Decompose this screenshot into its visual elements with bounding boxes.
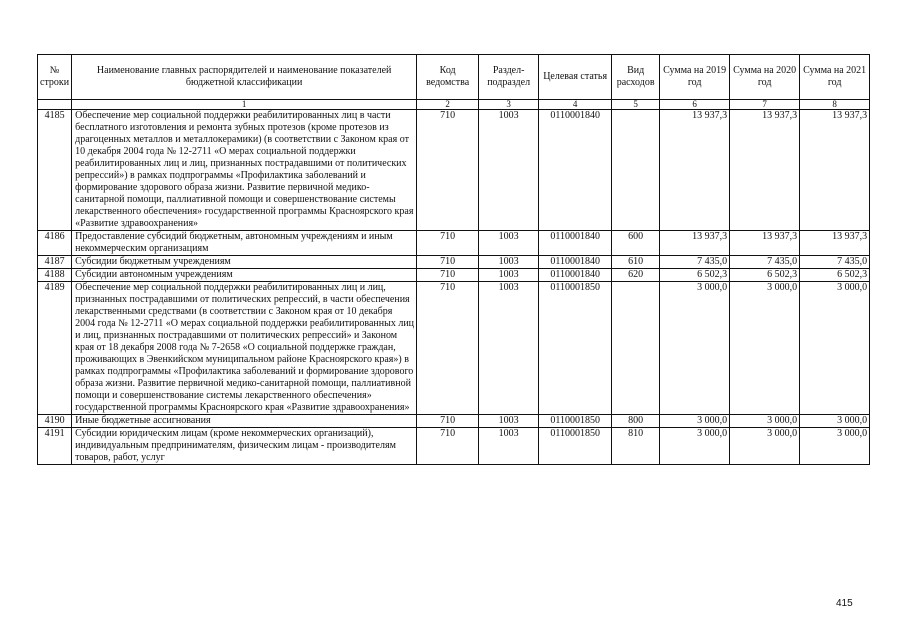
col-number: 1 <box>72 100 417 110</box>
header-section: Раздел-подраздел <box>479 55 539 100</box>
row-sum-2019: 13 937,3 <box>660 110 730 231</box>
header-name: Наименование главных распорядителей и наименование показателей бюджетной классификации <box>72 55 417 100</box>
row-dept: 710 <box>417 415 479 428</box>
header-row <box>38 55 870 100</box>
header-sum-2019: Сумма на 2019 год <box>660 55 730 100</box>
row-target: 0110001850 <box>539 428 612 465</box>
header-exp-type: Вид расходов <box>612 55 660 100</box>
row-id: 4186 <box>38 231 72 256</box>
row-exp-type: 810 <box>612 428 660 465</box>
row-dept: 710 <box>417 110 479 231</box>
row-sum-2020: 7 435,0 <box>730 256 800 269</box>
header-dept-code: Код ведомства <box>417 55 479 100</box>
row-dept: 710 <box>417 231 479 256</box>
table-row <box>38 282 870 415</box>
col-number: 5 <box>612 100 660 110</box>
row-target: 0110001840 <box>539 256 612 269</box>
row-sum-2021: 13 937,3 <box>800 231 870 256</box>
row-dept: 710 <box>417 428 479 465</box>
row-name: Субсидии автономным учреждениям <box>72 269 417 282</box>
row-sum-2021: 13 937,3 <box>800 110 870 231</box>
table-row <box>38 415 870 428</box>
row-dept: 710 <box>417 269 479 282</box>
row-sum-2021: 3 000,0 <box>800 415 870 428</box>
col-number: 3 <box>479 100 539 110</box>
row-id: 4187 <box>38 256 72 269</box>
col-number: 6 <box>660 100 730 110</box>
row-sum-2019: 7 435,0 <box>660 256 730 269</box>
row-section: 1003 <box>479 415 539 428</box>
row-id: 4185 <box>38 110 72 231</box>
row-sum-2019: 13 937,3 <box>660 231 730 256</box>
row-sum-2020: 3 000,0 <box>730 415 800 428</box>
table-row <box>38 428 870 465</box>
row-section: 1003 <box>479 231 539 256</box>
col-number <box>38 100 72 110</box>
header-sum-2020: Сумма на 2020 год <box>730 55 800 100</box>
row-sum-2019: 6 502,3 <box>660 269 730 282</box>
budget-table <box>37 54 870 465</box>
col-number: 7 <box>730 100 800 110</box>
column-number-row <box>38 100 870 110</box>
row-sum-2020: 13 937,3 <box>730 110 800 231</box>
row-sum-2020: 13 937,3 <box>730 231 800 256</box>
row-id: 4190 <box>38 415 72 428</box>
row-target: 0110001850 <box>539 282 612 415</box>
row-dept: 710 <box>417 256 479 269</box>
row-sum-2020: 3 000,0 <box>730 428 800 465</box>
row-exp-type: 800 <box>612 415 660 428</box>
table-row <box>38 256 870 269</box>
row-sum-2019: 3 000,0 <box>660 282 730 415</box>
row-sum-2020: 6 502,3 <box>730 269 800 282</box>
row-sum-2021: 3 000,0 <box>800 428 870 465</box>
row-name: Обеспечение мер социальной поддержки реабилитированных лиц и лиц, признанных пострадавшими от политических репрессий, в части обеспечения лекарственными средствами (в соответствии с Законом края от 10 декабря 2004 года № 12-2711 «О мерах социальной поддержки реабилитированных лиц и лиц, признанных пострадавшими от политических репрессий» и Законом края от 18 декабря 2008 года № 7-2658 «О социальной поддержке граждан, проживающих в Эвенкийском муниципальном районе Красноярского края») в рамках подпрограммы «Профилактика заболеваний и формирование здорового образа жизни. Развитие первичной медико-санитарной помощи, паллиативной помощи и совершенствование системы лекарственного обеспечения» государственной программы Красноярского края «Развитие здравоохранения» <box>72 282 417 415</box>
row-sum-2021: 6 502,3 <box>800 269 870 282</box>
col-number: 8 <box>800 100 870 110</box>
row-sum-2021: 3 000,0 <box>800 282 870 415</box>
row-target: 0110001850 <box>539 415 612 428</box>
row-section: 1003 <box>479 110 539 231</box>
row-sum-2019: 3 000,0 <box>660 415 730 428</box>
table-row <box>38 269 870 282</box>
row-exp-type: 610 <box>612 256 660 269</box>
header-target: Целевая статья <box>539 55 612 100</box>
row-target: 0110001840 <box>539 231 612 256</box>
row-sum-2020: 3 000,0 <box>730 282 800 415</box>
row-exp-type <box>612 110 660 231</box>
row-name: Субсидии бюджетным учреждениям <box>72 256 417 269</box>
row-exp-type: 600 <box>612 231 660 256</box>
row-target: 0110001840 <box>539 269 612 282</box>
row-id: 4189 <box>38 282 72 415</box>
header-sum-2021: Сумма на 2021 год <box>800 55 870 100</box>
row-section: 1003 <box>479 428 539 465</box>
row-sum-2019: 3 000,0 <box>660 428 730 465</box>
row-section: 1003 <box>479 269 539 282</box>
row-id: 4191 <box>38 428 72 465</box>
row-target: 0110001840 <box>539 110 612 231</box>
row-name: Предоставление субсидий бюджетным, автономным учреждениям и иным некоммерческим организациям <box>72 231 417 256</box>
table-row <box>38 110 870 231</box>
row-id: 4188 <box>38 269 72 282</box>
row-exp-type <box>612 282 660 415</box>
row-name: Обеспечение мер социальной поддержки реабилитированных лиц в части бесплатного изготовления и ремонта зубных протезов (кроме протезов из драгоценных металлов и металлокерамики) (в соответствии с Законом края от 10 декабря 2004 года № 12-2711 «О мерах социальной поддержки реабилитированных лиц и лиц, признанных пострадавшими от политических репрессий») в рамках подпрограммы «Профилактика заболеваний и формирование здорового образа жизни. Развитие первичной медико-санитарной помощи, паллиативной помощи и совершенствование системы лекарственного обеспечения» государственной программы Красноярского края «Развитие здравоохранения» <box>72 110 417 231</box>
row-section: 1003 <box>479 282 539 415</box>
row-exp-type: 620 <box>612 269 660 282</box>
row-name: Иные бюджетные ассигнования <box>72 415 417 428</box>
row-name: Субсидии юридическим лицам (кроме некоммерческих организаций), индивидуальным предпринимателям, физическим лицам - производителям товаров, работ, услуг <box>72 428 417 465</box>
col-number: 4 <box>539 100 612 110</box>
row-sum-2021: 7 435,0 <box>800 256 870 269</box>
header-row-no: № строки <box>38 55 72 100</box>
col-number: 2 <box>417 100 479 110</box>
row-dept: 710 <box>417 282 479 415</box>
page-number: 415 <box>836 598 853 609</box>
row-section: 1003 <box>479 256 539 269</box>
table-row <box>38 231 870 256</box>
